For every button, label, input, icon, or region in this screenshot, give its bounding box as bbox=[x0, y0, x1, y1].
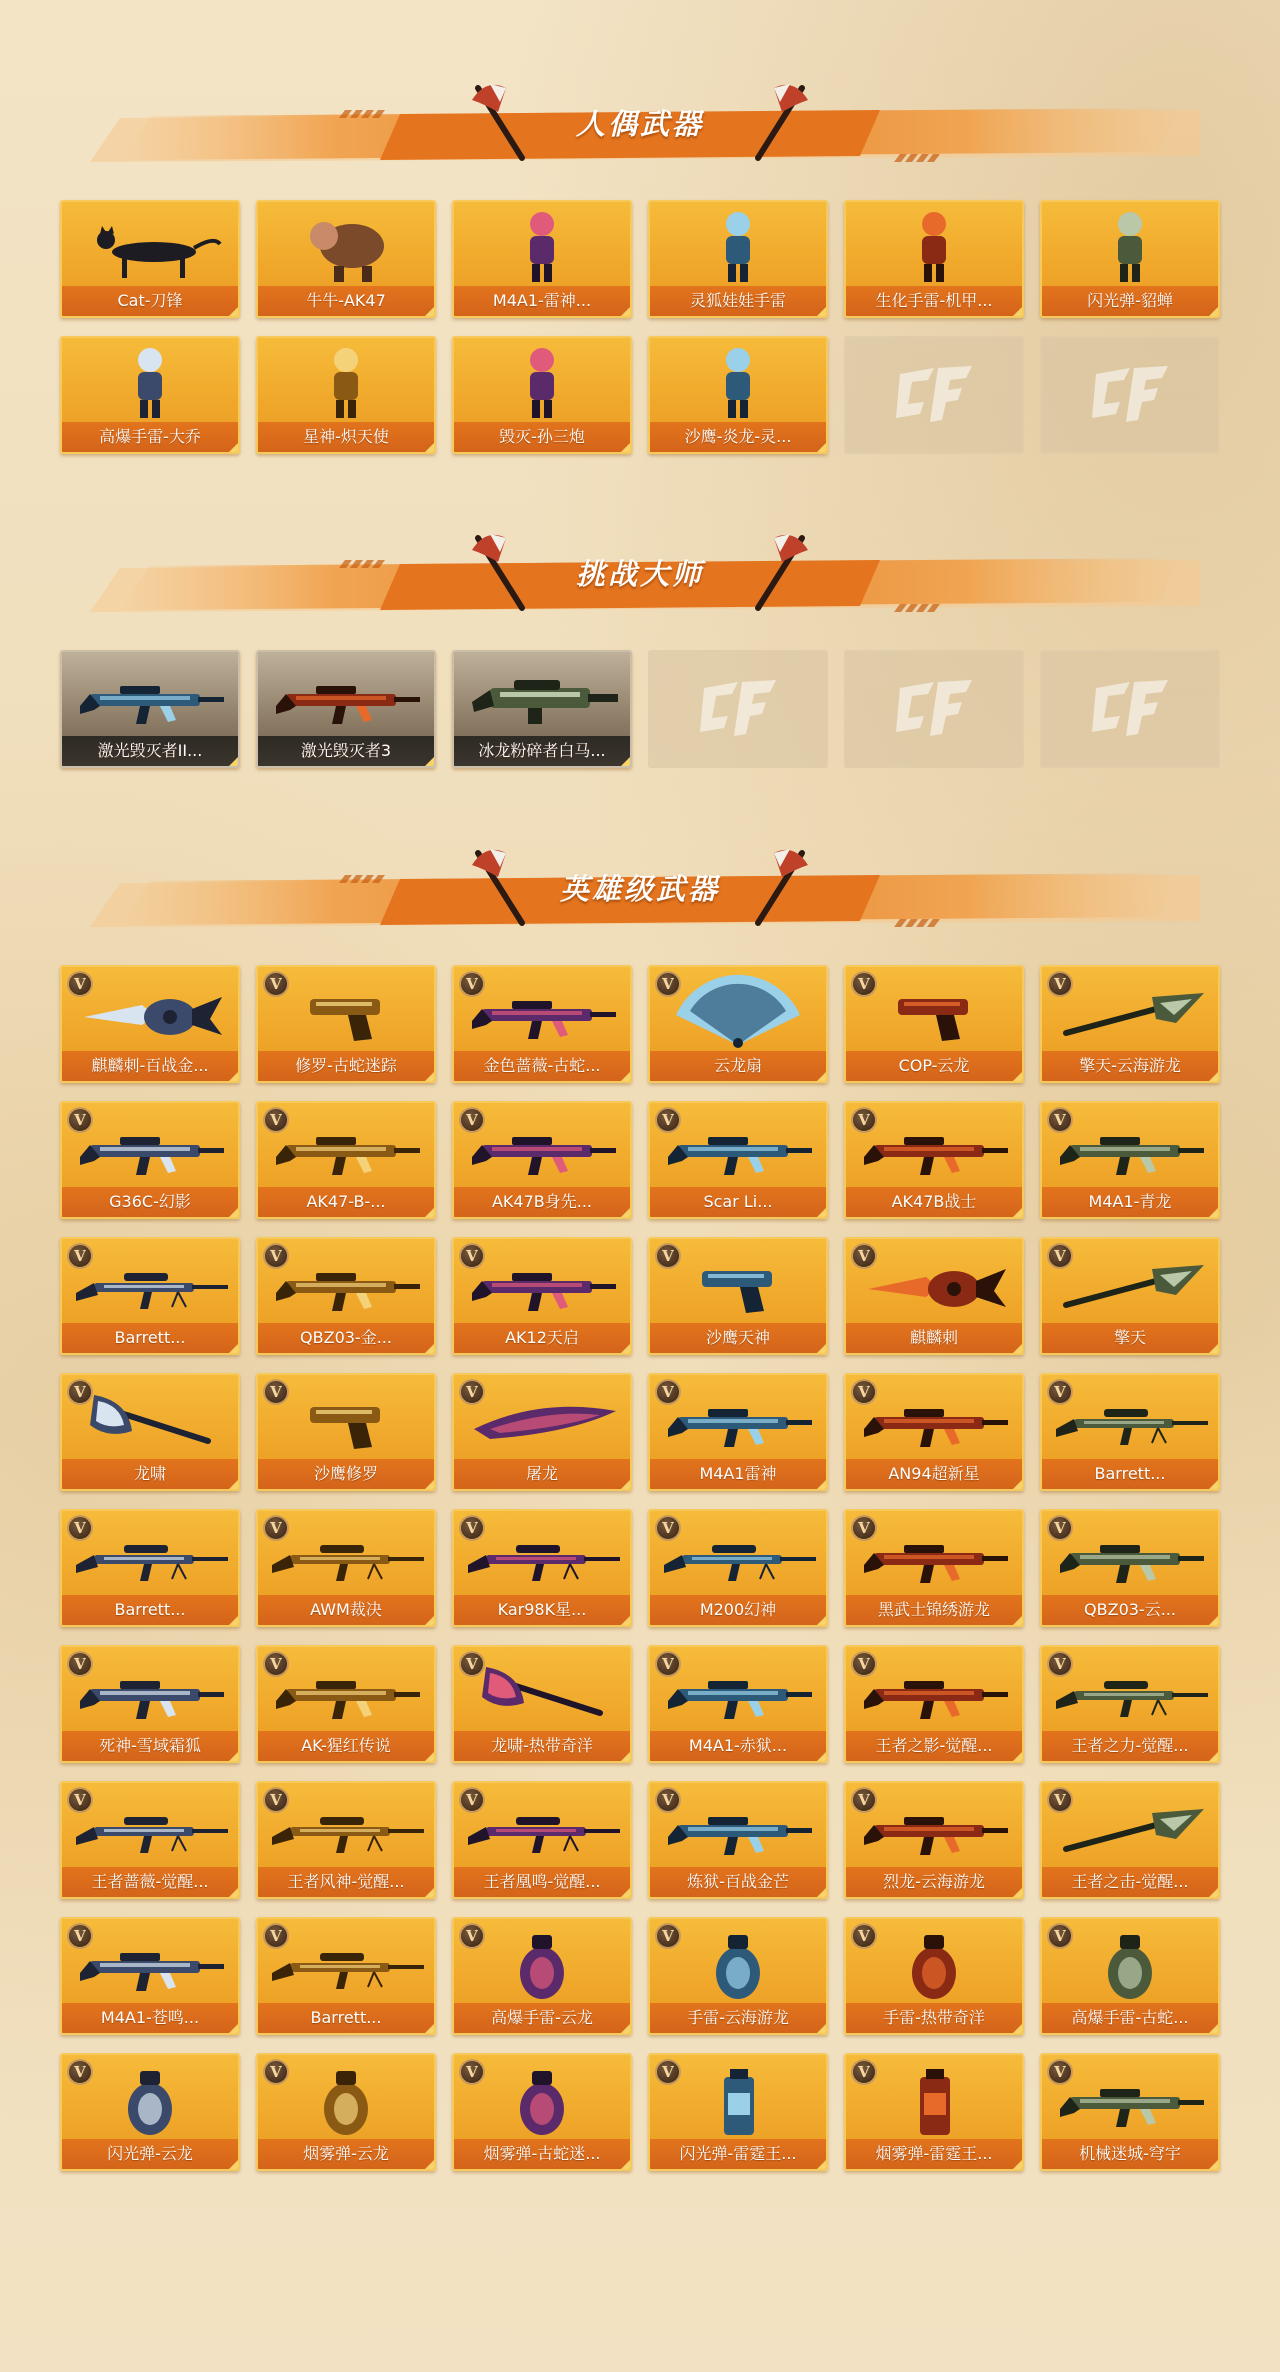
card-corner bbox=[229, 1208, 238, 1217]
weapon-name: 激光毁灭者3 bbox=[258, 736, 434, 766]
weapon-card[interactable] bbox=[256, 1509, 436, 1627]
v-rank-icon: V bbox=[1047, 2059, 1073, 2085]
v-rank-icon: V bbox=[67, 2059, 93, 2085]
card-corner bbox=[1013, 1752, 1022, 1761]
card-corner bbox=[1209, 1208, 1218, 1217]
card-corner bbox=[817, 1480, 826, 1489]
weapon-name: 高爆手雷-云龙 bbox=[454, 2003, 630, 2033]
weapon-card[interactable] bbox=[452, 1509, 632, 1627]
v-rank-icon: V bbox=[1047, 1515, 1073, 1541]
card-corner bbox=[621, 307, 630, 316]
weapon-card[interactable] bbox=[452, 200, 632, 318]
card-corner bbox=[229, 443, 238, 452]
weapon-card[interactable] bbox=[648, 1917, 828, 2035]
weapon-name: AK47B战士 bbox=[846, 1187, 1022, 1217]
weapon-name: M4A1雷神 bbox=[650, 1459, 826, 1489]
card-corner bbox=[1013, 2024, 1022, 2033]
weapon-name: M4A1-青龙 bbox=[1042, 1187, 1218, 1217]
weapon-name: 王者之击-觉醒... bbox=[1042, 1867, 1218, 1897]
weapon-name: 手雷-热带奇洋 bbox=[846, 2003, 1022, 2033]
weapon-name: 王者凰鸣-觉醒... bbox=[454, 1867, 630, 1897]
v-rank-icon: V bbox=[655, 971, 681, 997]
v-rank-icon: V bbox=[459, 1651, 485, 1677]
weapon-card[interactable] bbox=[256, 1237, 436, 1355]
weapon-card[interactable] bbox=[648, 336, 828, 454]
weapon-card[interactable] bbox=[1040, 1373, 1220, 1491]
card-corner bbox=[621, 1344, 630, 1353]
v-rank-icon: V bbox=[851, 971, 877, 997]
v-rank-icon: V bbox=[655, 1515, 681, 1541]
weapon-card[interactable] bbox=[844, 965, 1024, 1083]
card-corner bbox=[229, 2024, 238, 2033]
weapon-card[interactable] bbox=[60, 965, 240, 1083]
empty-slot bbox=[844, 650, 1024, 768]
card-corner bbox=[229, 2160, 238, 2169]
v-rank-icon: V bbox=[67, 1379, 93, 1405]
weapon-card[interactable] bbox=[256, 1101, 436, 1219]
weapon-name: AN94超新星 bbox=[846, 1459, 1022, 1489]
card-corner bbox=[425, 1480, 434, 1489]
v-rank-icon: V bbox=[67, 1787, 93, 1813]
card-corner bbox=[817, 2024, 826, 2033]
weapon-name: Cat-刀锋 bbox=[62, 286, 238, 316]
v-rank-icon: V bbox=[851, 1107, 877, 1133]
weapon-card[interactable] bbox=[60, 1373, 240, 1491]
section-title: 英雄级武器 bbox=[559, 872, 720, 906]
weapon-card[interactable] bbox=[1040, 200, 1220, 318]
card-corner bbox=[621, 757, 630, 766]
v-rank-icon: V bbox=[655, 1651, 681, 1677]
card-corner bbox=[229, 1480, 238, 1489]
weapon-card[interactable] bbox=[844, 1645, 1024, 1763]
card-corner bbox=[1209, 2160, 1218, 2169]
weapon-name: 烟雾弹-古蛇迷... bbox=[454, 2139, 630, 2169]
v-rank-icon: V bbox=[263, 2059, 289, 2085]
weapon-name: 王者之力-觉醒... bbox=[1042, 1731, 1218, 1761]
weapon-card[interactable] bbox=[256, 2053, 436, 2171]
weapon-card[interactable] bbox=[60, 650, 240, 768]
section-banner bbox=[0, 70, 1280, 180]
card-corner bbox=[621, 1072, 630, 1081]
card-corner bbox=[425, 1888, 434, 1897]
v-rank-icon: V bbox=[851, 1787, 877, 1813]
weapon-card[interactable] bbox=[1040, 1917, 1220, 2035]
weapon-name: COP-云龙 bbox=[846, 1051, 1022, 1081]
card-corner bbox=[1209, 1344, 1218, 1353]
card-corner bbox=[425, 2160, 434, 2169]
weapon-name: QBZ03-云... bbox=[1042, 1595, 1218, 1625]
empty-slot bbox=[844, 336, 1024, 454]
weapon-card[interactable] bbox=[844, 1509, 1024, 1627]
card-corner bbox=[425, 1616, 434, 1625]
section-banner bbox=[0, 835, 1280, 945]
v-rank-icon: V bbox=[1047, 1651, 1073, 1677]
v-rank-icon: V bbox=[851, 1243, 877, 1269]
weapon-name: Barrett... bbox=[62, 1323, 238, 1353]
weapon-name: 牛牛-AK47 bbox=[258, 286, 434, 316]
weapon-card[interactable] bbox=[648, 200, 828, 318]
weapon-card[interactable] bbox=[452, 1101, 632, 1219]
v-rank-icon: V bbox=[851, 1923, 877, 1949]
weapon-card[interactable] bbox=[648, 965, 828, 1083]
weapon-name: 沙鹰-炎龙-灵... bbox=[650, 422, 826, 452]
weapon-card[interactable] bbox=[452, 1917, 632, 2035]
weapon-card[interactable] bbox=[452, 1237, 632, 1355]
v-rank-icon: V bbox=[851, 1379, 877, 1405]
weapon-card[interactable] bbox=[452, 1781, 632, 1899]
v-rank-icon: V bbox=[459, 1107, 485, 1133]
v-rank-icon: V bbox=[459, 971, 485, 997]
section-title: 人偶武器 bbox=[575, 107, 704, 141]
weapon-card[interactable] bbox=[256, 1781, 436, 1899]
weapon-card[interactable] bbox=[1040, 1101, 1220, 1219]
v-rank-icon: V bbox=[1047, 1923, 1073, 1949]
card-corner bbox=[229, 307, 238, 316]
v-rank-icon: V bbox=[655, 1379, 681, 1405]
weapon-name: 修罗-古蛇迷踪 bbox=[258, 1051, 434, 1081]
v-rank-icon: V bbox=[655, 1923, 681, 1949]
weapon-card[interactable] bbox=[60, 1917, 240, 2035]
v-rank-icon: V bbox=[459, 2059, 485, 2085]
weapon-name: Barrett... bbox=[258, 2003, 434, 2033]
card-corner bbox=[425, 443, 434, 452]
weapon-card[interactable] bbox=[60, 1781, 240, 1899]
card-corner bbox=[425, 1344, 434, 1353]
weapon-name: 手雷-云海游龙 bbox=[650, 2003, 826, 2033]
card-corner bbox=[817, 1616, 826, 1625]
weapon-card[interactable] bbox=[844, 1101, 1024, 1219]
card-corner bbox=[425, 757, 434, 766]
weapon-card[interactable] bbox=[648, 2053, 828, 2171]
v-rank-icon: V bbox=[1047, 1379, 1073, 1405]
card-corner bbox=[1209, 1752, 1218, 1761]
weapon-name: 龙啸 bbox=[62, 1459, 238, 1489]
v-rank-icon: V bbox=[67, 1107, 93, 1133]
weapon-name: 屠龙 bbox=[454, 1459, 630, 1489]
weapon-name: 激光毁灭者II... bbox=[62, 736, 238, 766]
v-rank-icon: V bbox=[851, 1651, 877, 1677]
weapon-card[interactable] bbox=[1040, 1781, 1220, 1899]
v-rank-icon: V bbox=[459, 1243, 485, 1269]
card-corner bbox=[229, 1888, 238, 1897]
weapon-name: 生化手雷-机甲... bbox=[846, 286, 1022, 316]
v-rank-icon: V bbox=[1047, 971, 1073, 997]
v-rank-icon: V bbox=[263, 1787, 289, 1813]
card-corner bbox=[817, 1752, 826, 1761]
weapon-card[interactable] bbox=[452, 1645, 632, 1763]
weapon-name: 机械迷城-穹宇 bbox=[1042, 2139, 1218, 2169]
card-corner bbox=[229, 1072, 238, 1081]
v-rank-icon: V bbox=[459, 1923, 485, 1949]
card-corner bbox=[1013, 307, 1022, 316]
weapon-name: 王者蔷薇-觉醒... bbox=[62, 1867, 238, 1897]
weapon-name: 沙鹰修罗 bbox=[258, 1459, 434, 1489]
weapon-name: 闪光弹-云龙 bbox=[62, 2139, 238, 2169]
weapon-name: G36C-幻影 bbox=[62, 1187, 238, 1217]
v-rank-icon: V bbox=[655, 1243, 681, 1269]
card-corner bbox=[425, 307, 434, 316]
card-corner bbox=[1013, 1208, 1022, 1217]
weapon-card[interactable] bbox=[844, 1373, 1024, 1491]
card-corner bbox=[1209, 1480, 1218, 1489]
weapon-name: 高爆手雷-大乔 bbox=[62, 422, 238, 452]
weapon-name: 擎天 bbox=[1042, 1323, 1218, 1353]
card-corner bbox=[425, 1208, 434, 1217]
weapon-name: M200幻神 bbox=[650, 1595, 826, 1625]
weapon-card[interactable] bbox=[452, 965, 632, 1083]
weapon-name: AK47-B-... bbox=[258, 1187, 434, 1217]
section-title: 挑战大师 bbox=[575, 557, 704, 591]
weapon-name: M4A1-雷神... bbox=[454, 286, 630, 316]
weapon-name: 冰龙粉碎者白马... bbox=[454, 736, 630, 766]
card-corner bbox=[817, 2160, 826, 2169]
card-corner bbox=[621, 1888, 630, 1897]
weapon-card[interactable] bbox=[60, 1237, 240, 1355]
card-corner bbox=[621, 443, 630, 452]
v-rank-icon: V bbox=[263, 1515, 289, 1541]
weapon-card[interactable] bbox=[1040, 1237, 1220, 1355]
weapon-name: 烟雾弹-雷霆王... bbox=[846, 2139, 1022, 2169]
weapon-name: 龙啸-热带奇洋 bbox=[454, 1731, 630, 1761]
weapon-name: Barrett... bbox=[62, 1595, 238, 1625]
card-corner bbox=[1013, 1072, 1022, 1081]
v-rank-icon: V bbox=[459, 1515, 485, 1541]
weapon-card[interactable] bbox=[648, 1237, 828, 1355]
weapon-card[interactable] bbox=[1040, 1645, 1220, 1763]
weapon-card[interactable] bbox=[256, 965, 436, 1083]
card-corner bbox=[1209, 1616, 1218, 1625]
section-banner bbox=[0, 520, 1280, 630]
weapon-name: AK-猩红传说 bbox=[258, 1731, 434, 1761]
card-corner bbox=[1209, 2024, 1218, 2033]
weapon-name: 高爆手雷-古蛇... bbox=[1042, 2003, 1218, 2033]
weapon-card[interactable] bbox=[256, 200, 436, 318]
weapon-name: AWM裁决 bbox=[258, 1595, 434, 1625]
v-rank-icon: V bbox=[67, 1651, 93, 1677]
empty-slot bbox=[1040, 650, 1220, 768]
weapon-card[interactable] bbox=[256, 1645, 436, 1763]
v-rank-icon: V bbox=[67, 1243, 93, 1269]
card-corner bbox=[229, 1616, 238, 1625]
weapon-card[interactable] bbox=[60, 200, 240, 318]
weapon-card[interactable] bbox=[648, 1645, 828, 1763]
weapon-card[interactable] bbox=[648, 1101, 828, 1219]
weapon-card[interactable] bbox=[648, 1373, 828, 1491]
card-corner bbox=[425, 1072, 434, 1081]
v-rank-icon: V bbox=[459, 1787, 485, 1813]
v-rank-icon: V bbox=[263, 1107, 289, 1133]
weapon-name: 星神-炽天使 bbox=[258, 422, 434, 452]
v-rank-icon: V bbox=[459, 1379, 485, 1405]
weapon-name: Scar Li... bbox=[650, 1187, 826, 1217]
card-corner bbox=[229, 757, 238, 766]
weapon-card[interactable] bbox=[844, 2053, 1024, 2171]
card-corner bbox=[621, 1752, 630, 1761]
card-corner bbox=[817, 1888, 826, 1897]
v-rank-icon: V bbox=[655, 1107, 681, 1133]
weapon-name: 金色蔷薇-古蛇... bbox=[454, 1051, 630, 1081]
card-corner bbox=[817, 443, 826, 452]
weapon-card[interactable] bbox=[256, 1373, 436, 1491]
card-corner bbox=[621, 1208, 630, 1217]
weapon-name: 炼狱-百战金芒 bbox=[650, 1867, 826, 1897]
v-rank-icon: V bbox=[851, 2059, 877, 2085]
weapon-card[interactable] bbox=[648, 1509, 828, 1627]
v-rank-icon: V bbox=[655, 2059, 681, 2085]
card-corner bbox=[621, 1480, 630, 1489]
card-corner bbox=[817, 1072, 826, 1081]
weapon-name: 黑武士锦绣游龙 bbox=[846, 1595, 1022, 1625]
weapon-name: 闪光弹-雷霆王... bbox=[650, 2139, 826, 2169]
v-rank-icon: V bbox=[1047, 1787, 1073, 1813]
weapon-card[interactable] bbox=[60, 1101, 240, 1219]
v-rank-icon: V bbox=[1047, 1243, 1073, 1269]
weapon-card[interactable] bbox=[1040, 2053, 1220, 2171]
weapon-card[interactable] bbox=[648, 1781, 828, 1899]
v-rank-icon: V bbox=[1047, 1107, 1073, 1133]
card-corner bbox=[1013, 1480, 1022, 1489]
section-2 bbox=[0, 520, 1280, 760]
card-corner bbox=[817, 307, 826, 316]
card-corner bbox=[621, 2024, 630, 2033]
weapon-card[interactable] bbox=[452, 650, 632, 768]
v-rank-icon: V bbox=[263, 1923, 289, 1949]
v-rank-icon: V bbox=[263, 1651, 289, 1677]
card-corner bbox=[1013, 1344, 1022, 1353]
empty-slot bbox=[1040, 336, 1220, 454]
card-corner bbox=[1013, 1888, 1022, 1897]
v-rank-icon: V bbox=[263, 971, 289, 997]
weapon-card[interactable] bbox=[844, 1917, 1024, 2035]
card-corner bbox=[1013, 2160, 1022, 2169]
weapon-name: 闪光弹-貂蝉 bbox=[1042, 286, 1218, 316]
weapon-card[interactable] bbox=[60, 2053, 240, 2171]
card-corner bbox=[1013, 1616, 1022, 1625]
weapon-name: 灵狐娃娃手雷 bbox=[650, 286, 826, 316]
v-rank-icon: V bbox=[263, 1243, 289, 1269]
weapon-name: AK47B身先... bbox=[454, 1187, 630, 1217]
weapon-name: 王者风神-觉醒... bbox=[258, 1867, 434, 1897]
weapon-name: 王者之影-觉醒... bbox=[846, 1731, 1022, 1761]
weapon-card[interactable] bbox=[844, 1237, 1024, 1355]
weapon-card[interactable] bbox=[452, 336, 632, 454]
card-corner bbox=[621, 2160, 630, 2169]
weapon-card[interactable] bbox=[256, 336, 436, 454]
weapon-name: 毁灭-孙三炮 bbox=[454, 422, 630, 452]
v-rank-icon: V bbox=[263, 1379, 289, 1405]
v-rank-icon: V bbox=[67, 1515, 93, 1541]
weapon-name: 死神-雪域霜狐 bbox=[62, 1731, 238, 1761]
card-corner bbox=[817, 1344, 826, 1353]
weapon-name: 烟雾弹-云龙 bbox=[258, 2139, 434, 2169]
card-corner bbox=[1209, 1888, 1218, 1897]
weapon-card[interactable] bbox=[844, 1781, 1024, 1899]
card-corner bbox=[1209, 307, 1218, 316]
card-corner bbox=[817, 1208, 826, 1217]
weapon-name: 麒麟刺-百战金... bbox=[62, 1051, 238, 1081]
v-rank-icon: V bbox=[67, 971, 93, 997]
weapon-name: Kar98K星... bbox=[454, 1595, 630, 1625]
weapon-name: QBZ03-金... bbox=[258, 1323, 434, 1353]
weapon-name: M4A1-苍鸣... bbox=[62, 2003, 238, 2033]
card-corner bbox=[229, 1752, 238, 1761]
weapon-name: 云龙扇 bbox=[650, 1051, 826, 1081]
v-rank-icon: V bbox=[67, 1923, 93, 1949]
weapon-card[interactable] bbox=[60, 1645, 240, 1763]
weapon-name: 沙鹰天神 bbox=[650, 1323, 826, 1353]
card-corner bbox=[621, 1616, 630, 1625]
card-corner bbox=[229, 1344, 238, 1353]
weapon-card[interactable] bbox=[844, 200, 1024, 318]
weapon-name: AK12天启 bbox=[454, 1323, 630, 1353]
weapon-card[interactable] bbox=[452, 1373, 632, 1491]
weapon-name: 擎天-云海游龙 bbox=[1042, 1051, 1218, 1081]
weapon-card[interactable] bbox=[256, 650, 436, 768]
empty-slot bbox=[648, 650, 828, 768]
section-1 bbox=[0, 70, 1280, 446]
weapon-name: 麒麟刺 bbox=[846, 1323, 1022, 1353]
v-rank-icon: V bbox=[851, 1515, 877, 1541]
weapon-card[interactable] bbox=[60, 1509, 240, 1627]
weapon-card[interactable] bbox=[452, 2053, 632, 2171]
card-corner bbox=[1209, 1072, 1218, 1081]
section-3 bbox=[0, 835, 1280, 2163]
weapon-name: Barrett... bbox=[1042, 1459, 1218, 1489]
v-rank-icon: V bbox=[655, 1787, 681, 1813]
weapon-name: M4A1-赤狱... bbox=[650, 1731, 826, 1761]
weapon-card[interactable] bbox=[1040, 965, 1220, 1083]
weapon-card[interactable] bbox=[60, 336, 240, 454]
weapon-card[interactable] bbox=[1040, 1509, 1220, 1627]
card-corner bbox=[425, 1752, 434, 1761]
card-corner bbox=[425, 2024, 434, 2033]
weapon-card[interactable] bbox=[256, 1917, 436, 2035]
weapon-name: 烈龙-云海游龙 bbox=[846, 1867, 1022, 1897]
